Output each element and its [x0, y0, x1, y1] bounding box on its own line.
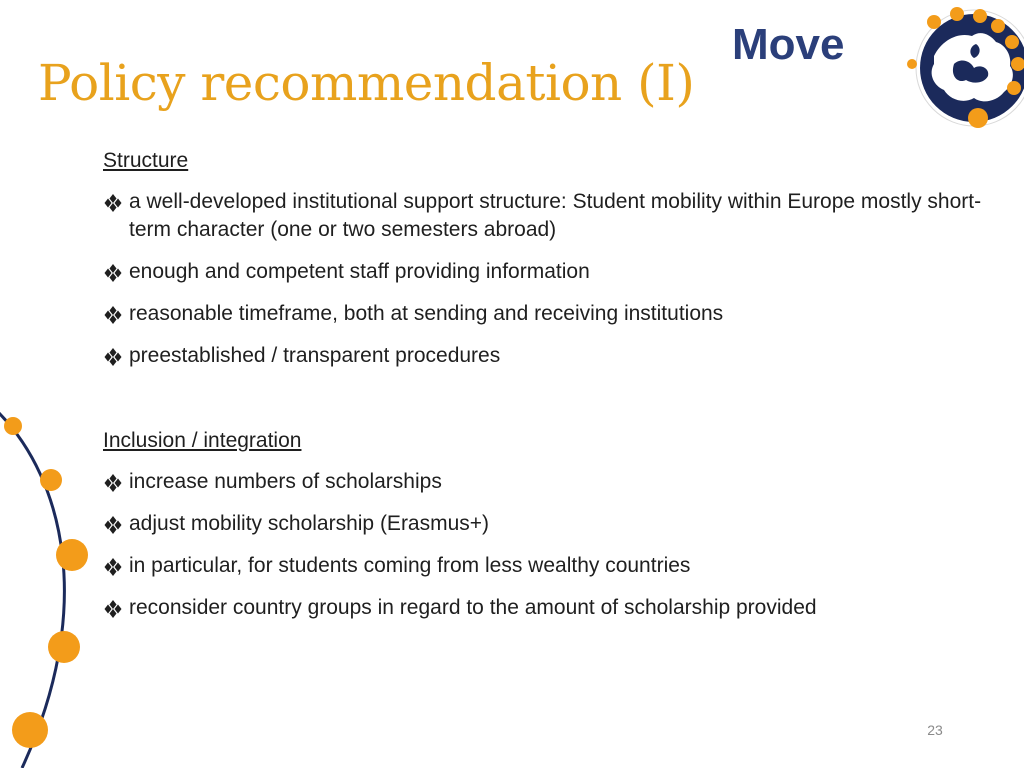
slide-content — [103, 146, 1003, 636]
list-item — [103, 300, 1003, 328]
list-item — [103, 258, 1003, 286]
diamond-bullet-icon — [103, 600, 123, 618]
diamond-bullet-icon — [103, 516, 123, 534]
page-number: 23 — [927, 722, 943, 738]
diamond-bullet-icon — [103, 474, 123, 492]
bullet-list — [103, 188, 1003, 370]
bullet-text: in particular, for students coming from less wealthy countries — [129, 554, 691, 577]
section-spacer — [103, 384, 1003, 426]
bullet-list — [103, 468, 1003, 622]
list-item — [103, 342, 1003, 370]
diamond-bullet-icon — [103, 558, 123, 576]
bullet-text: reasonable timeframe, both at sending and receiving institutions — [129, 302, 724, 325]
section-structure — [103, 146, 1003, 370]
bullet-text: reconsider country groups in regard to the amount of scholarship provided — [129, 596, 817, 619]
list-item — [103, 552, 1003, 580]
deco-dot — [4, 417, 22, 435]
list-item — [103, 510, 1003, 538]
deco-dot — [12, 712, 48, 748]
diamond-bullet-icon — [103, 264, 123, 282]
list-item — [103, 468, 1003, 496]
diamond-bullet-icon — [103, 348, 123, 366]
section-heading: Inclusion / integration — [103, 429, 302, 452]
list-item — [103, 594, 1003, 622]
deco-dot — [40, 469, 62, 491]
europe-globe-icon — [907, 7, 1024, 128]
bullet-text: adjust mobility scholarship (Erasmus+) — [129, 512, 490, 535]
section-heading: Structure — [103, 149, 189, 172]
move-logo — [728, 4, 1024, 132]
diamond-bullet-icon — [103, 306, 123, 324]
logo-text: Move — [732, 20, 845, 69]
list-item — [103, 188, 1003, 244]
deco-dot — [56, 539, 88, 571]
diamond-bullet-icon — [103, 194, 123, 212]
deco-dot — [48, 631, 80, 663]
page-title: Policy recommendation (I) — [38, 54, 695, 112]
section-inclusion — [103, 426, 1003, 622]
bullet-text: a well-developed institutional support structure: Student mobility within Europe mostly short-term character (one or two semesters abroad) — [129, 190, 982, 241]
bullet-text: increase numbers of scholarships — [129, 470, 442, 493]
bullet-text: enough and competent staff providing information — [129, 260, 590, 283]
bullet-text: preestablished / transparent procedures — [129, 344, 501, 367]
decorative-arc — [0, 400, 100, 768]
